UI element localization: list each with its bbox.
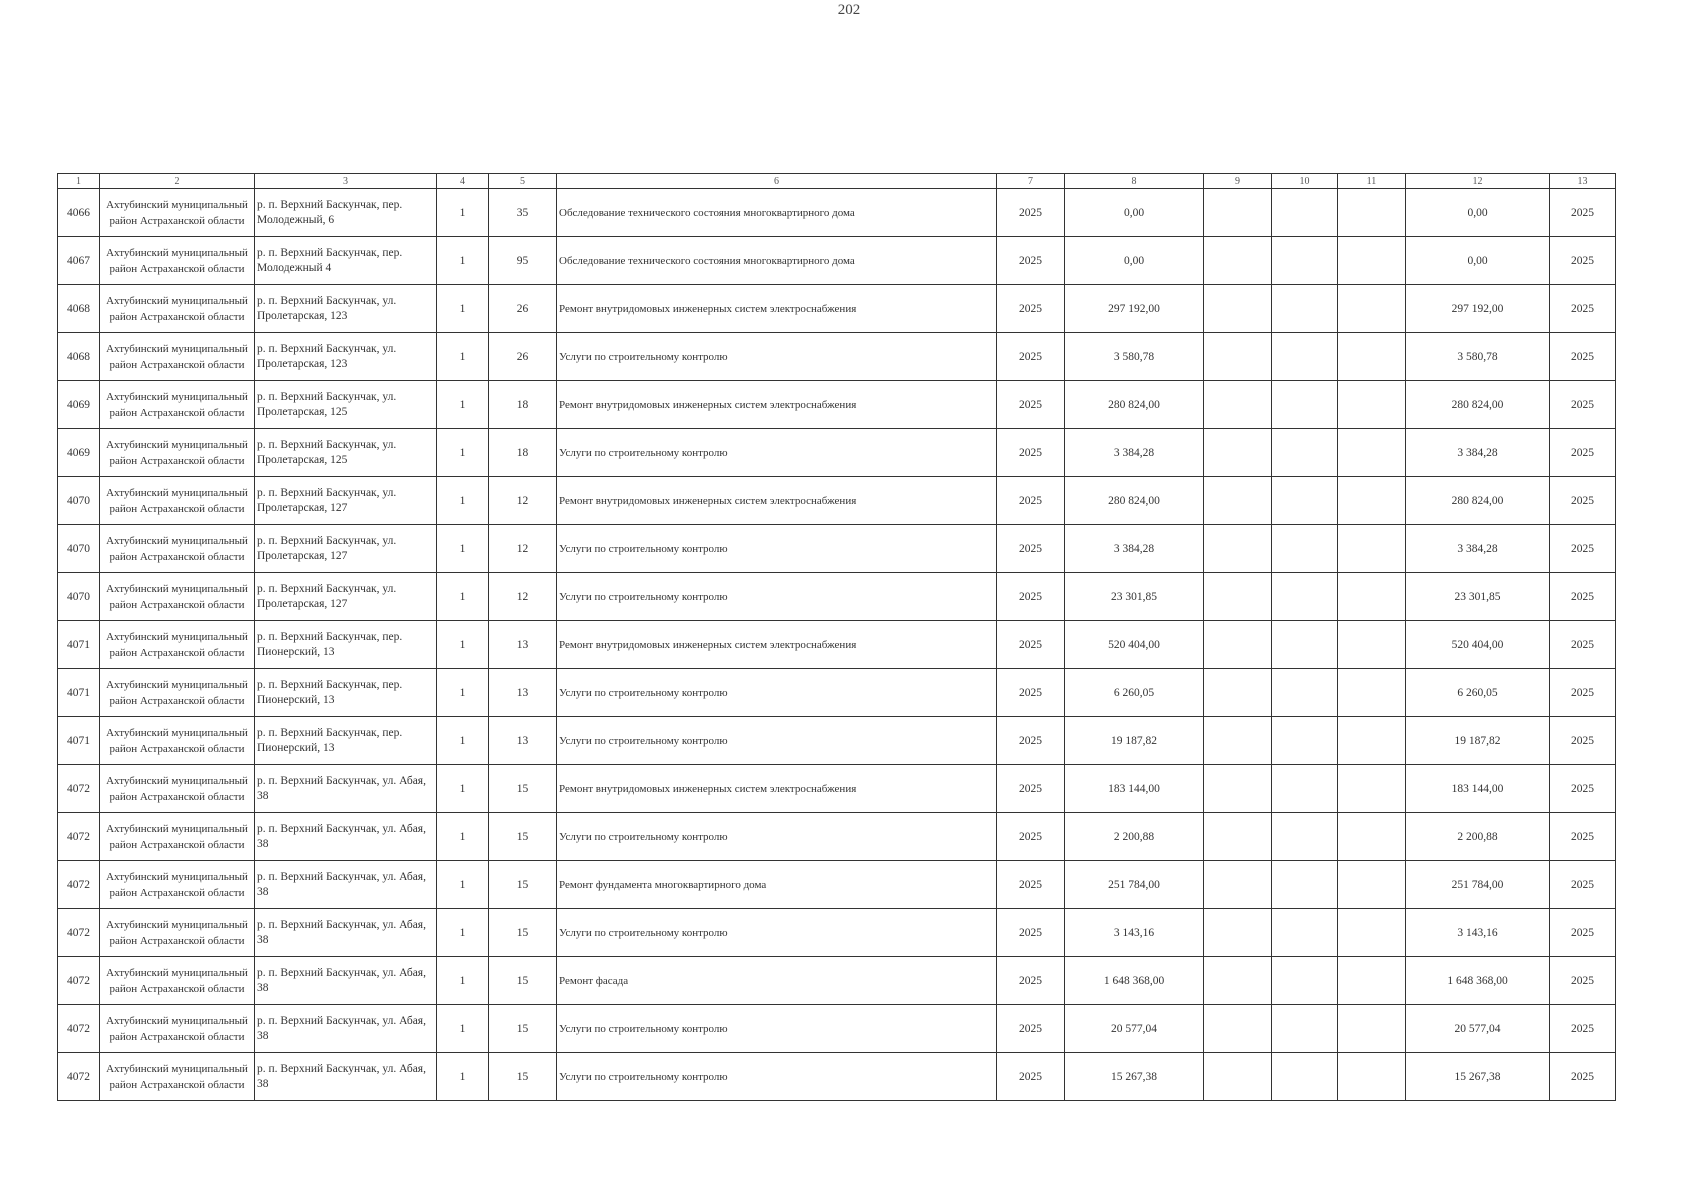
work-type-cell: Услуги по строительному контролю [557, 573, 997, 621]
col5-cell: 15 [489, 909, 557, 957]
col4-cell: 1 [437, 285, 489, 333]
col9-cell [1204, 429, 1272, 477]
row-number: 4072 [58, 957, 100, 1005]
column-header-11: 11 [1338, 174, 1406, 189]
col11-cell [1338, 765, 1406, 813]
col10-cell [1272, 765, 1338, 813]
table-row [58, 1053, 1616, 1101]
cost-cell: 23 301,85 [1065, 573, 1204, 621]
total-cell: 280 824,00 [1406, 477, 1550, 525]
col9-cell [1204, 1005, 1272, 1053]
col4-cell: 1 [437, 813, 489, 861]
col4-cell: 1 [437, 765, 489, 813]
address-cell: р. п. Верхний Баскунчак, ул. Пролетарская, 123 [255, 285, 437, 333]
district-cell: Ахтубинский муниципальный район Астраханской области [100, 717, 255, 765]
district-cell: Ахтубинский муниципальный район Астраханской области [100, 1053, 255, 1101]
district-cell: Ахтубинский муниципальный район Астраханской области [100, 765, 255, 813]
column-header-1: 1 [58, 174, 100, 189]
col4-cell: 1 [437, 189, 489, 237]
col5-cell: 35 [489, 189, 557, 237]
col9-cell [1204, 621, 1272, 669]
district-cell: Ахтубинский муниципальный район Астраханской области [100, 1005, 255, 1053]
year-cell: 2025 [997, 429, 1065, 477]
col10-cell [1272, 621, 1338, 669]
col5-cell: 15 [489, 861, 557, 909]
column-header-7: 7 [997, 174, 1065, 189]
address-cell: р. п. Верхний Баскунчак, ул. Абая, 38 [255, 1005, 437, 1053]
cost-cell: 20 577,04 [1065, 1005, 1204, 1053]
district-cell: Ахтубинский муниципальный район Астраханской области [100, 189, 255, 237]
address-cell: р. п. Верхний Баскунчак, ул. Пролетарская, 125 [255, 429, 437, 477]
year-cell: 2025 [997, 909, 1065, 957]
work-type-cell: Услуги по строительному контролю [557, 525, 997, 573]
table-row [58, 189, 1616, 237]
row-number: 4071 [58, 717, 100, 765]
col5-cell: 15 [489, 813, 557, 861]
cost-cell: 183 144,00 [1065, 765, 1204, 813]
year-cell: 2025 [997, 765, 1065, 813]
address-cell: р. п. Верхний Баскунчак, ул. Абая, 38 [255, 957, 437, 1005]
col9-cell [1204, 909, 1272, 957]
total-cell: 1 648 368,00 [1406, 957, 1550, 1005]
completion-year-cell: 2025 [1550, 381, 1616, 429]
table-row [58, 237, 1616, 285]
year-cell: 2025 [997, 477, 1065, 525]
col4-cell: 1 [437, 717, 489, 765]
year-cell: 2025 [997, 285, 1065, 333]
cost-cell: 3 384,28 [1065, 429, 1204, 477]
col4-cell: 1 [437, 957, 489, 1005]
total-cell: 2 200,88 [1406, 813, 1550, 861]
col4-cell: 1 [437, 669, 489, 717]
completion-year-cell: 2025 [1550, 525, 1616, 573]
total-cell: 19 187,82 [1406, 717, 1550, 765]
table-row [58, 957, 1616, 1005]
registry-table-wrap [57, 173, 1608, 1101]
address-cell: р. п. Верхний Баскунчак, ул. Пролетарская, 127 [255, 573, 437, 621]
district-cell: Ахтубинский муниципальный район Астраханской области [100, 237, 255, 285]
col4-cell: 1 [437, 477, 489, 525]
col10-cell [1272, 429, 1338, 477]
col5-cell: 13 [489, 717, 557, 765]
completion-year-cell: 2025 [1550, 477, 1616, 525]
district-cell: Ахтубинский муниципальный район Астраханской области [100, 909, 255, 957]
work-type-cell: Обследование технического состояния многоквартирного дома [557, 189, 997, 237]
col10-cell [1272, 477, 1338, 525]
address-cell: р. п. Верхний Баскунчак, пер. Молодежный 4 [255, 237, 437, 285]
col9-cell [1204, 477, 1272, 525]
col5-cell: 13 [489, 621, 557, 669]
row-number: 4072 [58, 861, 100, 909]
row-number: 4068 [58, 333, 100, 381]
year-cell: 2025 [997, 1053, 1065, 1101]
cost-cell: 3 143,16 [1065, 909, 1204, 957]
row-number: 4072 [58, 1053, 100, 1101]
work-type-cell: Ремонт внутридомовых инженерных систем электроснабжения [557, 381, 997, 429]
col10-cell [1272, 669, 1338, 717]
completion-year-cell: 2025 [1550, 957, 1616, 1005]
col9-cell [1204, 669, 1272, 717]
year-cell: 2025 [997, 525, 1065, 573]
district-cell: Ахтубинский муниципальный район Астраханской области [100, 957, 255, 1005]
col5-cell: 15 [489, 1005, 557, 1053]
address-cell: р. п. Верхний Баскунчак, пер. Пионерский, 13 [255, 669, 437, 717]
cost-cell: 19 187,82 [1065, 717, 1204, 765]
table-row [58, 525, 1616, 573]
col9-cell [1204, 1053, 1272, 1101]
completion-year-cell: 2025 [1550, 285, 1616, 333]
completion-year-cell: 2025 [1550, 1053, 1616, 1101]
column-header-9: 9 [1204, 174, 1272, 189]
total-cell: 20 577,04 [1406, 1005, 1550, 1053]
col5-cell: 95 [489, 237, 557, 285]
col9-cell [1204, 861, 1272, 909]
row-number: 4072 [58, 1005, 100, 1053]
col11-cell [1338, 525, 1406, 573]
work-type-cell: Ремонт внутридомовых инженерных систем электроснабжения [557, 285, 997, 333]
col9-cell [1204, 333, 1272, 381]
total-cell: 0,00 [1406, 189, 1550, 237]
address-cell: р. п. Верхний Баскунчак, ул. Абая, 38 [255, 1053, 437, 1101]
total-cell: 3 384,28 [1406, 429, 1550, 477]
col11-cell [1338, 237, 1406, 285]
col10-cell [1272, 861, 1338, 909]
col10-cell [1272, 381, 1338, 429]
row-number: 4069 [58, 429, 100, 477]
work-type-cell: Услуги по строительному контролю [557, 1005, 997, 1053]
completion-year-cell: 2025 [1550, 1005, 1616, 1053]
col11-cell [1338, 1053, 1406, 1101]
col11-cell [1338, 813, 1406, 861]
col5-cell: 12 [489, 477, 557, 525]
work-type-cell: Обследование технического состояния многоквартирного дома [557, 237, 997, 285]
column-header-5: 5 [489, 174, 557, 189]
col4-cell: 1 [437, 381, 489, 429]
col10-cell [1272, 237, 1338, 285]
col4-cell: 1 [437, 861, 489, 909]
cost-cell: 280 824,00 [1065, 381, 1204, 429]
col9-cell [1204, 813, 1272, 861]
total-cell: 3 580,78 [1406, 333, 1550, 381]
completion-year-cell: 2025 [1550, 621, 1616, 669]
column-header-8: 8 [1065, 174, 1204, 189]
column-header-2: 2 [100, 174, 255, 189]
work-type-cell: Услуги по строительному контролю [557, 909, 997, 957]
table-row [58, 717, 1616, 765]
district-cell: Ахтубинский муниципальный район Астраханской области [100, 621, 255, 669]
completion-year-cell: 2025 [1550, 813, 1616, 861]
cost-cell: 1 648 368,00 [1065, 957, 1204, 1005]
work-type-cell: Ремонт фундамента многоквартирного дома [557, 861, 997, 909]
row-number: 4071 [58, 621, 100, 669]
completion-year-cell: 2025 [1550, 333, 1616, 381]
column-header-4: 4 [437, 174, 489, 189]
work-type-cell: Услуги по строительному контролю [557, 333, 997, 381]
col5-cell: 18 [489, 381, 557, 429]
col9-cell [1204, 285, 1272, 333]
district-cell: Ахтубинский муниципальный район Астраханской области [100, 573, 255, 621]
address-cell: р. п. Верхний Баскунчак, пер. Пионерский, 13 [255, 621, 437, 669]
col11-cell [1338, 285, 1406, 333]
cost-cell: 0,00 [1065, 189, 1204, 237]
table-row [58, 333, 1616, 381]
table-row [58, 765, 1616, 813]
col5-cell: 15 [489, 957, 557, 1005]
col5-cell: 15 [489, 765, 557, 813]
column-header-6: 6 [557, 174, 997, 189]
col5-cell: 26 [489, 333, 557, 381]
district-cell: Ахтубинский муниципальный район Астраханской области [100, 429, 255, 477]
total-cell: 3 143,16 [1406, 909, 1550, 957]
year-cell: 2025 [997, 717, 1065, 765]
column-header-3: 3 [255, 174, 437, 189]
col10-cell [1272, 333, 1338, 381]
page-number: 202 [837, 2, 861, 18]
table-row [58, 621, 1616, 669]
table-row [58, 477, 1616, 525]
year-cell: 2025 [997, 381, 1065, 429]
col5-cell: 12 [489, 525, 557, 573]
col11-cell [1338, 429, 1406, 477]
address-cell: р. п. Верхний Баскунчак, ул. Абая, 38 [255, 813, 437, 861]
year-cell: 2025 [997, 573, 1065, 621]
district-cell: Ахтубинский муниципальный район Астраханской области [100, 285, 255, 333]
district-cell: Ахтубинский муниципальный район Астраханской области [100, 333, 255, 381]
row-number: 4069 [58, 381, 100, 429]
work-type-cell: Услуги по строительному контролю [557, 717, 997, 765]
col11-cell [1338, 189, 1406, 237]
row-number: 4068 [58, 285, 100, 333]
work-type-cell: Ремонт внутридомовых инженерных систем электроснабжения [557, 477, 997, 525]
table-row [58, 813, 1616, 861]
col10-cell [1272, 285, 1338, 333]
work-type-cell: Ремонт внутридомовых инженерных систем электроснабжения [557, 621, 997, 669]
col4-cell: 1 [437, 429, 489, 477]
year-cell: 2025 [997, 621, 1065, 669]
row-number: 4072 [58, 909, 100, 957]
col10-cell [1272, 1053, 1338, 1101]
row-number: 4070 [58, 525, 100, 573]
year-cell: 2025 [997, 957, 1065, 1005]
work-type-cell: Услуги по строительному контролю [557, 669, 997, 717]
col4-cell: 1 [437, 909, 489, 957]
district-cell: Ахтубинский муниципальный район Астраханской области [100, 669, 255, 717]
cost-cell: 297 192,00 [1065, 285, 1204, 333]
col10-cell [1272, 189, 1338, 237]
col9-cell [1204, 237, 1272, 285]
col4-cell: 1 [437, 525, 489, 573]
district-cell: Ахтубинский муниципальный район Астраханской области [100, 813, 255, 861]
col4-cell: 1 [437, 1053, 489, 1101]
work-type-cell: Услуги по строительному контролю [557, 429, 997, 477]
table-row [58, 381, 1616, 429]
work-type-cell: Услуги по строительному контролю [557, 813, 997, 861]
total-cell: 15 267,38 [1406, 1053, 1550, 1101]
cost-cell: 280 824,00 [1065, 477, 1204, 525]
total-cell: 23 301,85 [1406, 573, 1550, 621]
col5-cell: 12 [489, 573, 557, 621]
completion-year-cell: 2025 [1550, 861, 1616, 909]
col4-cell: 1 [437, 237, 489, 285]
col11-cell [1338, 1005, 1406, 1053]
completion-year-cell: 2025 [1550, 189, 1616, 237]
col10-cell [1272, 717, 1338, 765]
col11-cell [1338, 333, 1406, 381]
registry-table [57, 173, 1616, 1101]
column-header-13: 13 [1550, 174, 1616, 189]
table-row [58, 429, 1616, 477]
year-cell: 2025 [997, 669, 1065, 717]
col4-cell: 1 [437, 573, 489, 621]
column-header-10: 10 [1272, 174, 1338, 189]
year-cell: 2025 [997, 813, 1065, 861]
completion-year-cell: 2025 [1550, 717, 1616, 765]
cost-cell: 520 404,00 [1065, 621, 1204, 669]
completion-year-cell: 2025 [1550, 765, 1616, 813]
col4-cell: 1 [437, 333, 489, 381]
address-cell: р. п. Верхний Баскунчак, ул. Абая, 38 [255, 861, 437, 909]
col5-cell: 13 [489, 669, 557, 717]
year-cell: 2025 [997, 333, 1065, 381]
col11-cell [1338, 669, 1406, 717]
work-type-cell: Ремонт фасада [557, 957, 997, 1005]
district-cell: Ахтубинский муниципальный район Астраханской области [100, 861, 255, 909]
total-cell: 280 824,00 [1406, 381, 1550, 429]
completion-year-cell: 2025 [1550, 669, 1616, 717]
row-number: 4071 [58, 669, 100, 717]
address-cell: р. п. Верхний Баскунчак, пер. Молодежный, 6 [255, 189, 437, 237]
col11-cell [1338, 957, 1406, 1005]
district-cell: Ахтубинский муниципальный район Астраханской области [100, 381, 255, 429]
cost-cell: 6 260,05 [1065, 669, 1204, 717]
cost-cell: 3 384,28 [1065, 525, 1204, 573]
col9-cell [1204, 525, 1272, 573]
work-type-cell: Ремонт внутридомовых инженерных систем электроснабжения [557, 765, 997, 813]
col9-cell [1204, 957, 1272, 1005]
district-cell: Ахтубинский муниципальный район Астраханской области [100, 525, 255, 573]
completion-year-cell: 2025 [1550, 429, 1616, 477]
work-type-cell: Услуги по строительному контролю [557, 1053, 997, 1101]
row-number: 4070 [58, 573, 100, 621]
year-cell: 2025 [997, 1005, 1065, 1053]
year-cell: 2025 [997, 237, 1065, 285]
cost-cell: 251 784,00 [1065, 861, 1204, 909]
total-cell: 6 260,05 [1406, 669, 1550, 717]
col9-cell [1204, 717, 1272, 765]
total-cell: 183 144,00 [1406, 765, 1550, 813]
header-row [58, 174, 1616, 189]
col11-cell [1338, 621, 1406, 669]
address-cell: р. п. Верхний Баскунчак, ул. Пролетарская, 123 [255, 333, 437, 381]
col10-cell [1272, 957, 1338, 1005]
column-header-12: 12 [1406, 174, 1550, 189]
col5-cell: 18 [489, 429, 557, 477]
cost-cell: 3 580,78 [1065, 333, 1204, 381]
col11-cell [1338, 381, 1406, 429]
table-row [58, 669, 1616, 717]
col11-cell [1338, 477, 1406, 525]
completion-year-cell: 2025 [1550, 237, 1616, 285]
completion-year-cell: 2025 [1550, 909, 1616, 957]
address-cell: р. п. Верхний Баскунчак, ул. Пролетарская, 127 [255, 525, 437, 573]
total-cell: 3 384,28 [1406, 525, 1550, 573]
col9-cell [1204, 189, 1272, 237]
col10-cell [1272, 909, 1338, 957]
address-cell: р. п. Верхний Баскунчак, ул. Пролетарская, 127 [255, 477, 437, 525]
cost-cell: 0,00 [1065, 237, 1204, 285]
total-cell: 297 192,00 [1406, 285, 1550, 333]
year-cell: 2025 [997, 861, 1065, 909]
total-cell: 0,00 [1406, 237, 1550, 285]
table-body [58, 189, 1616, 1101]
col5-cell: 26 [489, 285, 557, 333]
address-cell: р. п. Верхний Баскунчак, пер. Пионерский, 13 [255, 717, 437, 765]
col4-cell: 1 [437, 621, 489, 669]
col10-cell [1272, 573, 1338, 621]
table-row [58, 909, 1616, 957]
col11-cell [1338, 717, 1406, 765]
col10-cell [1272, 1005, 1338, 1053]
col10-cell [1272, 525, 1338, 573]
completion-year-cell: 2025 [1550, 573, 1616, 621]
table-row [58, 1005, 1616, 1053]
col10-cell [1272, 813, 1338, 861]
col9-cell [1204, 381, 1272, 429]
row-number: 4066 [58, 189, 100, 237]
col9-cell [1204, 765, 1272, 813]
address-cell: р. п. Верхний Баскунчак, ул. Абая, 38 [255, 909, 437, 957]
table-row [58, 285, 1616, 333]
col11-cell [1338, 573, 1406, 621]
col11-cell [1338, 909, 1406, 957]
total-cell: 251 784,00 [1406, 861, 1550, 909]
cost-cell: 2 200,88 [1065, 813, 1204, 861]
total-cell: 520 404,00 [1406, 621, 1550, 669]
col11-cell [1338, 861, 1406, 909]
table-row [58, 861, 1616, 909]
row-number: 4072 [58, 813, 100, 861]
col4-cell: 1 [437, 1005, 489, 1053]
row-number: 4072 [58, 765, 100, 813]
row-number: 4067 [58, 237, 100, 285]
col9-cell [1204, 573, 1272, 621]
table-row [58, 573, 1616, 621]
cost-cell: 15 267,38 [1065, 1053, 1204, 1101]
col5-cell: 15 [489, 1053, 557, 1101]
row-number: 4070 [58, 477, 100, 525]
address-cell: р. п. Верхний Баскунчак, ул. Абая, 38 [255, 765, 437, 813]
district-cell: Ахтубинский муниципальный район Астраханской области [100, 477, 255, 525]
year-cell: 2025 [997, 189, 1065, 237]
address-cell: р. п. Верхний Баскунчак, ул. Пролетарская, 125 [255, 381, 437, 429]
